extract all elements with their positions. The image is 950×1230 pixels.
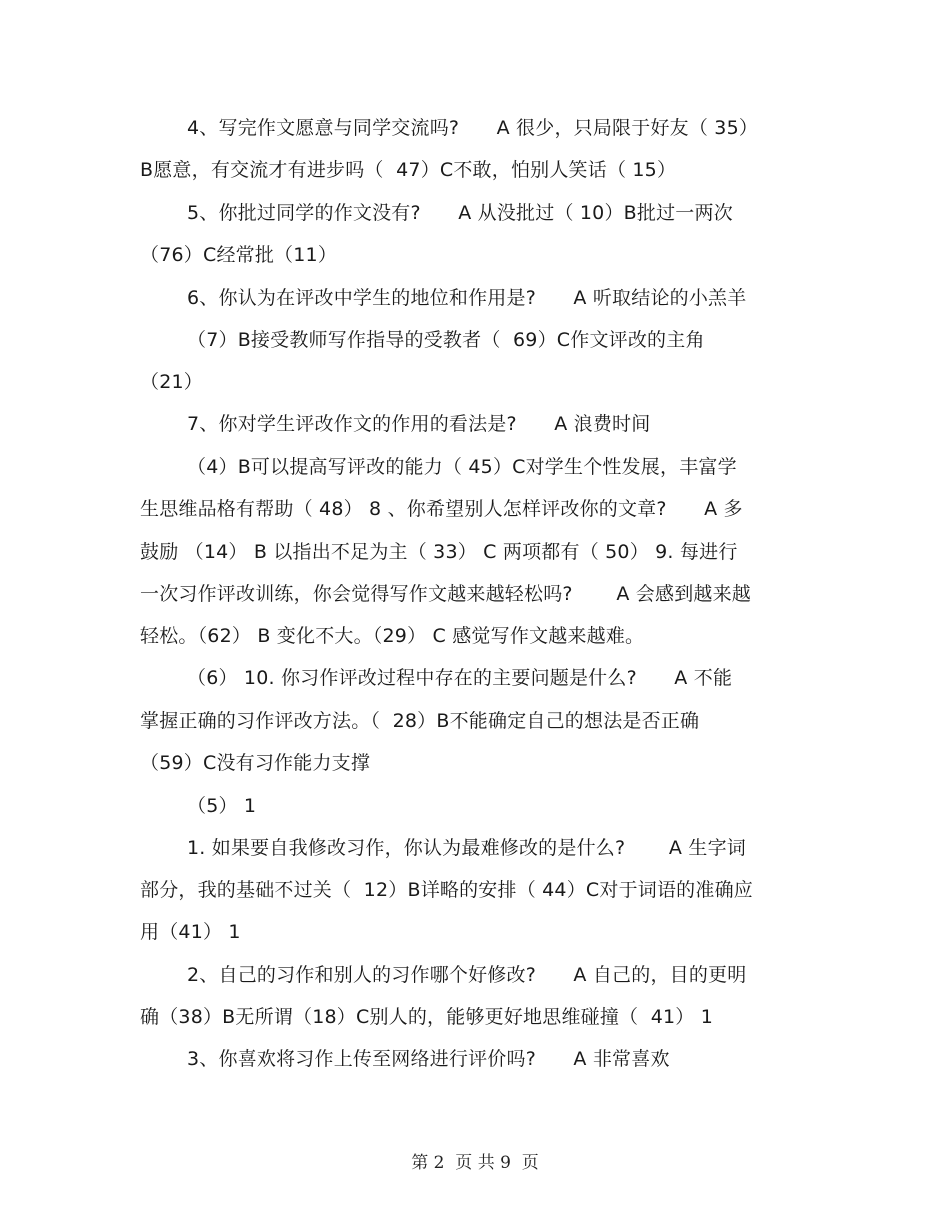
text-line: （76）C经常批（11） xyxy=(140,244,338,266)
text-line: （7）B接受教师写作指导的受教者（ 69）C作文评改的主角 xyxy=(187,329,705,351)
text-line: 确（38）B无所谓（18）C别人的，能够更好地思维碰撞（ 41） 1 xyxy=(140,1006,714,1028)
text-line: （5） 1 xyxy=(187,795,257,817)
text-line: 3、你喜欢将习作上传至网络进行评价吗? A 非常喜欢 xyxy=(187,1048,670,1070)
text-line: 掌握正确的习作评改方法。（ 28）B不能确定自己的想法是否正确 xyxy=(140,710,700,732)
text-line: （59）C没有习作能力支撑 xyxy=(140,752,371,774)
text-line: （21） xyxy=(140,371,203,393)
text-line: 7、你对学生评改作文的作用的看法是? A 浪费时间 xyxy=(187,413,651,435)
page-number-footer: 第 2 页 共 9 页 xyxy=(411,1153,539,1173)
text-line: 部分，我的基础不过关（ 12）B详略的安排（ 44）C对于词语的准确应 xyxy=(140,879,753,901)
text-line: 一次习作评改训练，你会觉得写作文越来越轻松吗? A 会感到越来越 xyxy=(140,583,751,605)
text-line: 2、自己的习作和别人的习作哪个好修改? A 自己的，目的更明 xyxy=(187,964,747,986)
text-line: 5、你批过同学的作文没有? A 从没批过（ 10）B批过一两次 xyxy=(187,202,733,224)
text-line: 用（41） 1 xyxy=(140,921,241,943)
text-line: （6） 10. 你习作评改过程中存在的主要问题是什么? A 不能 xyxy=(187,667,733,689)
text-line: 生思维品格有帮助（ 48） 8 、你希望别人怎样评改你的文章? A 多 xyxy=(140,498,743,520)
text-line: B愿意，有交流才有进步吗（ 47）C不敢，怕别人笑话（ 15） xyxy=(140,159,677,181)
text-line: 1. 如果要自我修改习作，你认为最难修改的是什么? A 生字词 xyxy=(187,837,746,859)
text-line: 鼓励 （14） B 以指出不足为主（ 33） C 两项都有（ 50） 9. 每进行 xyxy=(140,541,738,563)
text-line: （4）B可以提高写评改的能力（ 45）C对学生个性发展，丰富学 xyxy=(187,456,737,478)
text-line: 6、你认为在评改中学生的地位和作用是? A 听取结论的小羔羊 xyxy=(187,287,747,309)
text-line: 4、写完作文愿意与同学交流吗? A 很少，只局限于好友（ 35） xyxy=(187,117,759,139)
text-line: 轻松。（62） B 变化不大。（29） C 感觉写作文越来越难。 xyxy=(140,625,645,647)
